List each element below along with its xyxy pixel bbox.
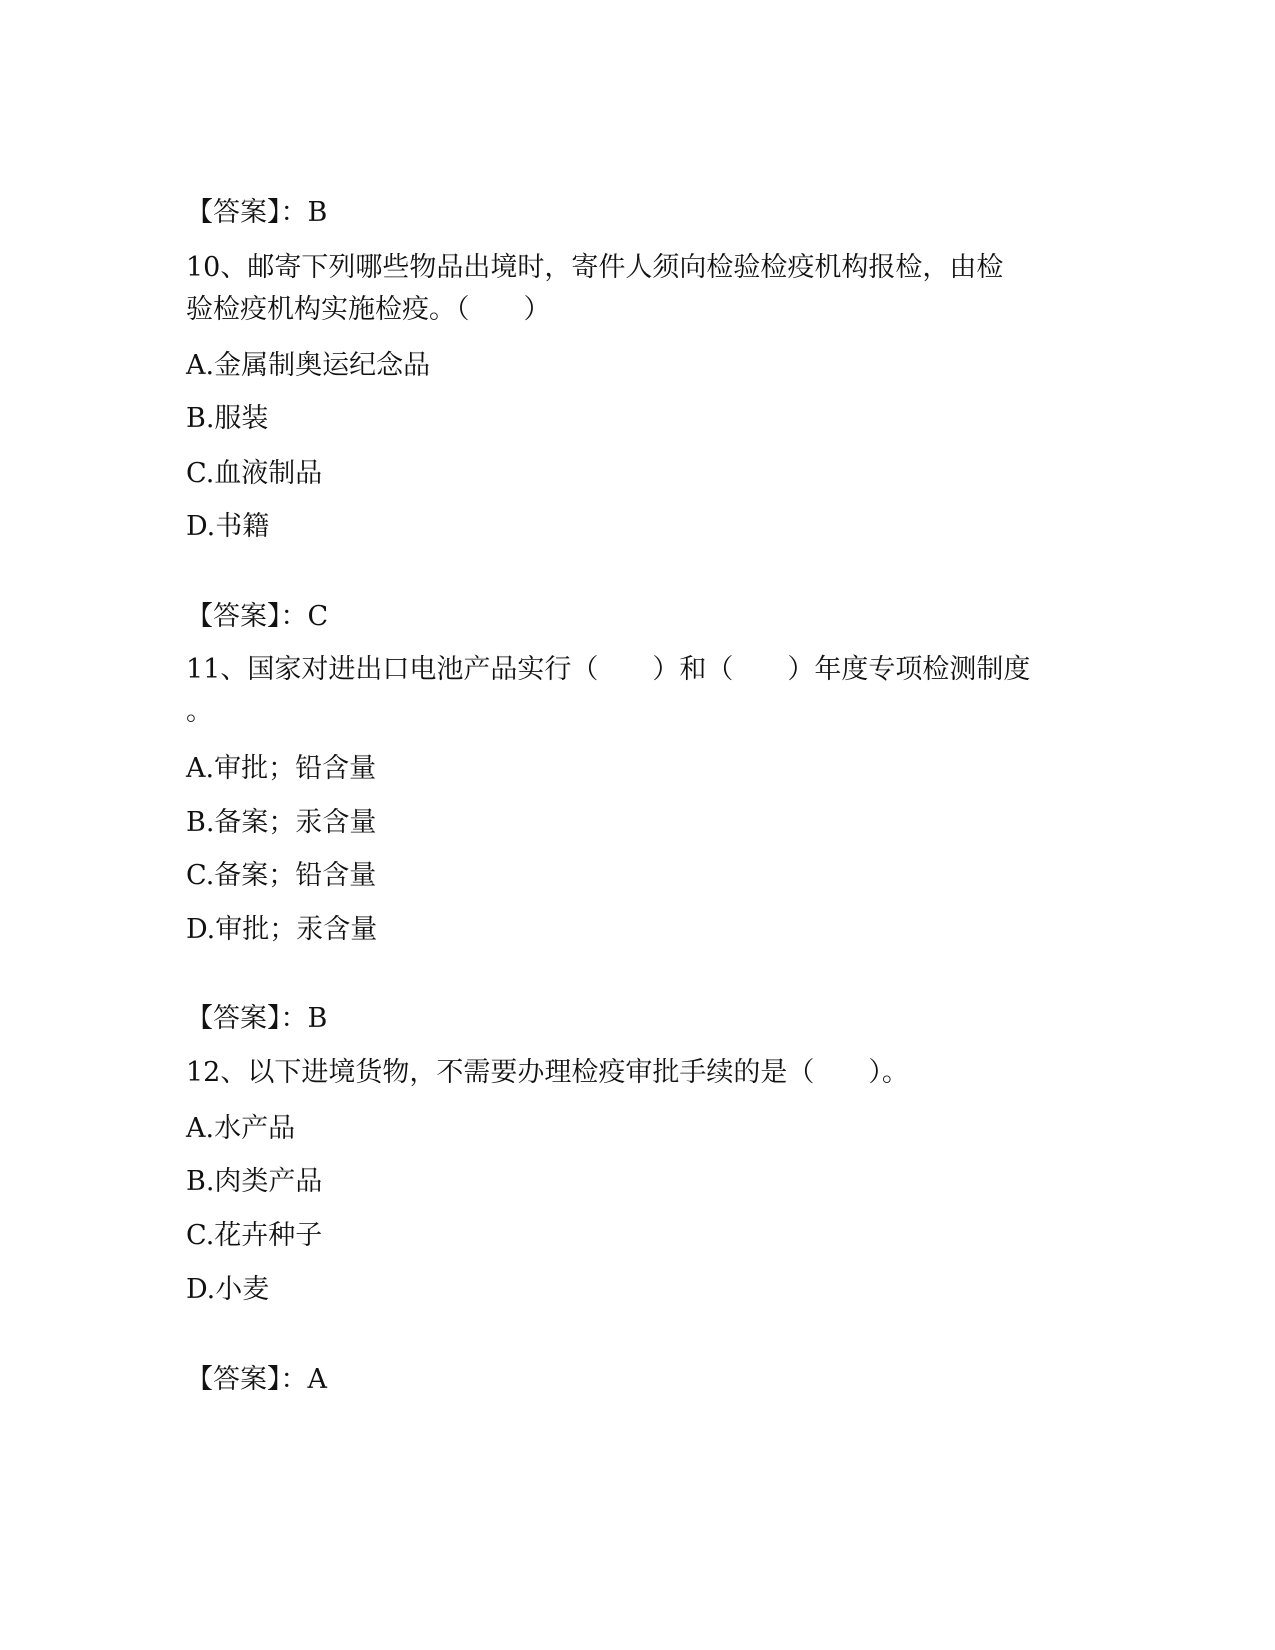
question-11-option-a: A.审批；铅含量 bbox=[186, 753, 377, 784]
question-11-option-b: B.备案；汞含量 bbox=[186, 807, 377, 838]
question-11-option-d: D.审批；汞含量 bbox=[186, 914, 378, 945]
question-10-option-d: D.书籍 bbox=[186, 511, 270, 542]
question-12-option-a: A.水产品 bbox=[186, 1113, 296, 1144]
answer-label: 【答案】：A bbox=[186, 1364, 327, 1395]
question-10-text-line2: 验检疫机构实施检疫。（ ） bbox=[186, 294, 551, 325]
question-10-text-line1: 10、邮寄下列哪些物品出境时，寄件人须向检验检疫机构报检，由检 bbox=[186, 252, 1004, 283]
question-12-option-c: C.花卉种子 bbox=[186, 1220, 323, 1251]
question-11-option-c: C.备案；铅含量 bbox=[186, 860, 377, 891]
question-11-text-line2: 。 bbox=[186, 696, 213, 727]
answer-label: 【答案】：B bbox=[186, 197, 328, 228]
answer-label: 【答案】：C bbox=[186, 601, 329, 632]
question-12-text-line1: 12、以下进境货物，不需要办理检疫审批手续的是（ ）。 bbox=[186, 1057, 909, 1088]
answer-label: 【答案】：B bbox=[186, 1003, 328, 1034]
question-10-option-c: C.血液制品 bbox=[186, 458, 323, 489]
question-12-option-b: B.肉类产品 bbox=[186, 1166, 323, 1197]
question-10-option-a: A.金属制奥运纪念品 bbox=[186, 350, 431, 381]
question-11-text-line1: 11、国家对进出口电池产品实行（ ）和（ ）年度专项检测制度 bbox=[186, 654, 1031, 685]
question-10-option-b: B.服装 bbox=[186, 403, 269, 434]
question-12-option-d: D.小麦 bbox=[186, 1274, 270, 1305]
